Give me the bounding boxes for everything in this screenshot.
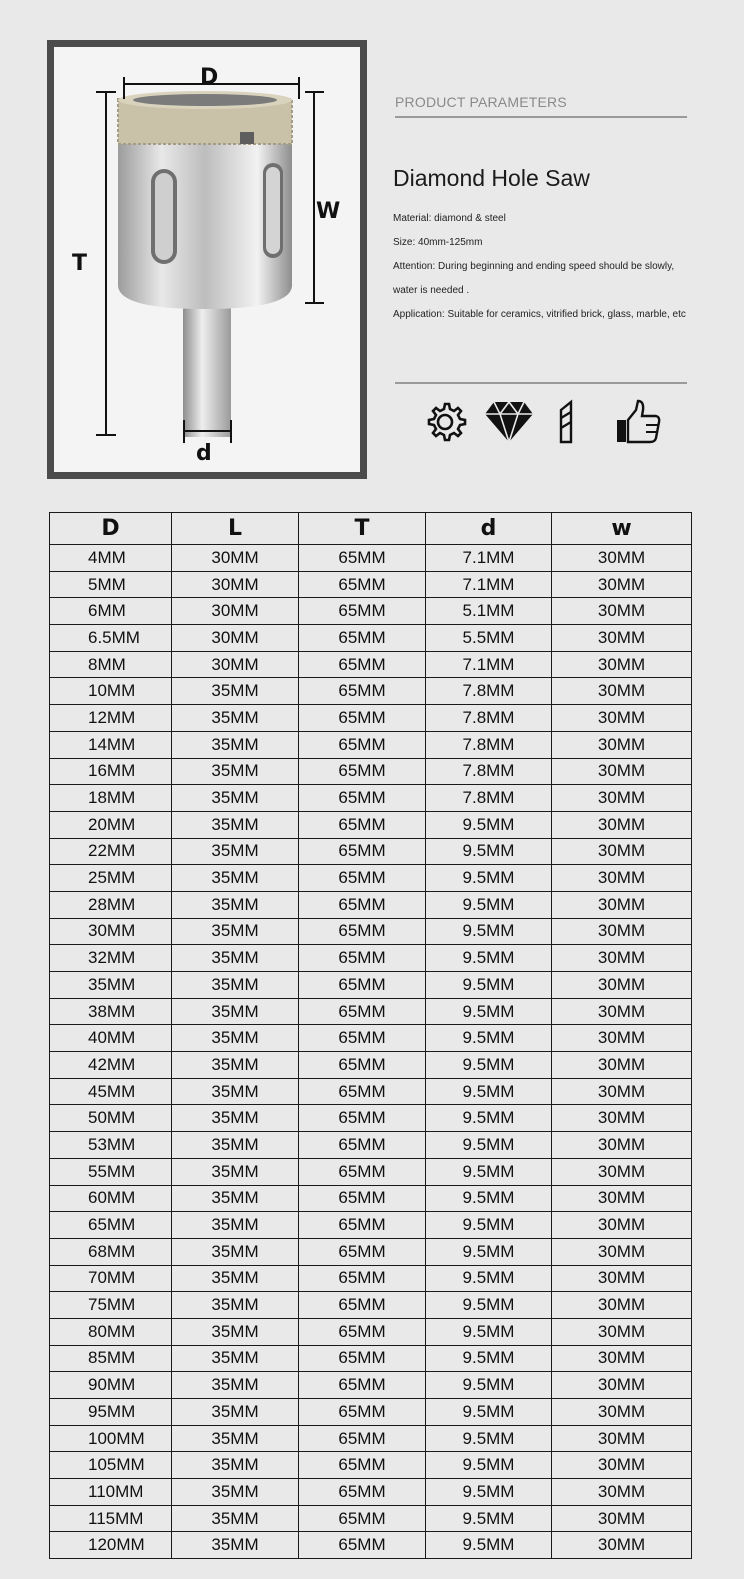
cell-L: 35MM [172,838,299,865]
cell-L: 35MM [172,1479,299,1506]
table-row [50,731,692,758]
cell-T: 65MM [299,1505,426,1532]
table-row [50,1345,692,1372]
cell-d: 9.5MM [426,838,552,865]
cell-L: 35MM [172,1532,299,1559]
cell-w: 30MM [552,1372,692,1399]
cell-L: 35MM [172,1345,299,1372]
cell-d: 9.5MM [426,1425,552,1452]
cell-d: 5.1MM [426,598,552,625]
cell-L: 35MM [172,1052,299,1079]
table-row [50,891,692,918]
cell-T: 65MM [299,1265,426,1292]
spec-attention: Attention: During beginning and ending speed should be slowly, [393,261,675,272]
spec-material: Material: diamond & steel [393,213,506,224]
cell-L: 35MM [172,891,299,918]
cell-T: 65MM [299,1238,426,1265]
cell-d: 7.8MM [426,758,552,785]
table-row [50,678,692,705]
cell-L: 35MM [172,1292,299,1319]
cell-D: 22MM [50,838,172,865]
cell-d: 7.1MM [426,571,552,598]
cell-d: 9.5MM [426,1185,552,1212]
cell-D: 18MM [50,785,172,812]
cell-w: 30MM [552,705,692,732]
cell-T: 65MM [299,1318,426,1345]
table-row [50,1078,692,1105]
table-row [50,945,692,972]
cell-d: 9.5MM [426,998,552,1025]
cell-d: 9.5MM [426,1532,552,1559]
cell-D: 115MM [50,1505,172,1532]
cell-D: 4MM [50,545,172,572]
table-row [50,1025,692,1052]
cell-w: 30MM [552,1105,692,1132]
cell-L: 35MM [172,998,299,1025]
cell-D: 28MM [50,891,172,918]
drill-bit-icon [555,398,579,446]
cell-D: 6MM [50,598,172,625]
cell-T: 65MM [299,1185,426,1212]
header-L: L [172,513,299,545]
cell-D: 120MM [50,1532,172,1559]
table-row [50,785,692,812]
cell-d: 9.5MM [426,1052,552,1079]
cell-T: 65MM [299,1078,426,1105]
cell-L: 35MM [172,705,299,732]
cell-T: 65MM [299,1052,426,1079]
cell-w: 30MM [552,1345,692,1372]
cell-D: 38MM [50,998,172,1025]
cell-w: 30MM [552,785,692,812]
cell-D: 53MM [50,1132,172,1159]
header-w: w [552,513,692,545]
cell-T: 65MM [299,598,426,625]
cell-d: 9.5MM [426,1345,552,1372]
cell-L: 35MM [172,1265,299,1292]
cell-L: 35MM [172,678,299,705]
cell-T: 65MM [299,945,426,972]
cell-w: 30MM [552,945,692,972]
cell-w: 30MM [552,891,692,918]
cell-L: 35MM [172,785,299,812]
cell-L: 35MM [172,1078,299,1105]
cell-T: 65MM [299,1425,426,1452]
cell-w: 30MM [552,1052,692,1079]
cell-D: 16MM [50,758,172,785]
table-row [50,1532,692,1559]
table-row [50,1372,692,1399]
cell-w: 30MM [552,918,692,945]
table-row [50,1132,692,1159]
dimension-label-W: W [316,199,341,224]
cell-D: 70MM [50,1265,172,1292]
table-row [50,998,692,1025]
cell-L: 35MM [172,1452,299,1479]
header-d: d [426,513,552,545]
cell-d: 7.1MM [426,651,552,678]
cell-w: 30MM [552,1265,692,1292]
table-row [50,1425,692,1452]
cell-T: 65MM [299,1212,426,1239]
dimension-label-D: D [200,65,219,90]
cell-D: 42MM [50,1052,172,1079]
cell-T: 65MM [299,811,426,838]
table-row [50,865,692,892]
table-row [50,598,692,625]
cell-d: 7.8MM [426,731,552,758]
table-row [50,1452,692,1479]
cell-d: 9.5MM [426,1318,552,1345]
table-row [50,1212,692,1239]
table-row [50,705,692,732]
cell-d: 9.5MM [426,1372,552,1399]
cell-D: 5MM [50,571,172,598]
table-row [50,1105,692,1132]
cell-T: 65MM [299,838,426,865]
cell-w: 30MM [552,811,692,838]
cell-w: 30MM [552,865,692,892]
cell-T: 65MM [299,1345,426,1372]
cell-T: 65MM [299,998,426,1025]
cell-T: 65MM [299,1372,426,1399]
table-row [50,1505,692,1532]
table-row [50,838,692,865]
cell-L: 30MM [172,571,299,598]
cell-d: 9.5MM [426,918,552,945]
table-row [50,651,692,678]
cell-w: 30MM [552,1425,692,1452]
cell-T: 65MM [299,1132,426,1159]
cell-w: 30MM [552,998,692,1025]
cell-w: 30MM [552,1505,692,1532]
cell-w: 30MM [552,1132,692,1159]
table-row [50,1479,692,1506]
cell-D: 20MM [50,811,172,838]
cell-d: 9.5MM [426,972,552,999]
cell-w: 30MM [552,545,692,572]
cell-T: 65MM [299,678,426,705]
cell-D: 45MM [50,1078,172,1105]
cell-D: 10MM [50,678,172,705]
cell-w: 30MM [552,1399,692,1426]
cell-w: 30MM [552,625,692,652]
cell-d: 7.1MM [426,545,552,572]
gear-icon [423,398,467,446]
cell-w: 30MM [552,1532,692,1559]
diamond-icon [484,398,534,444]
cell-L: 35MM [172,1238,299,1265]
table-row [50,1292,692,1319]
table-row [50,1318,692,1345]
cell-T: 65MM [299,891,426,918]
cell-d: 9.5MM [426,1212,552,1239]
cell-d: 9.5MM [426,1452,552,1479]
table-row [50,1238,692,1265]
cell-d: 9.5MM [426,1105,552,1132]
cell-T: 65MM [299,1025,426,1052]
cell-D: 80MM [50,1318,172,1345]
cell-L: 35MM [172,758,299,785]
cell-T: 65MM [299,785,426,812]
cell-L: 35MM [172,731,299,758]
table-row [50,571,692,598]
table-row [50,758,692,785]
cell-D: 32MM [50,945,172,972]
cell-T: 65MM [299,1532,426,1559]
cell-L: 35MM [172,811,299,838]
header-T: T [299,513,426,545]
cell-L: 35MM [172,918,299,945]
cell-D: 90MM [50,1372,172,1399]
cell-d: 9.5MM [426,1505,552,1532]
table-row [50,1399,692,1426]
cell-w: 30MM [552,838,692,865]
dimension-label-T: T [72,251,88,276]
cell-D: 95MM [50,1399,172,1426]
cell-T: 65MM [299,545,426,572]
cell-D: 75MM [50,1292,172,1319]
cell-D: 14MM [50,731,172,758]
cell-w: 30MM [552,758,692,785]
table-row [50,972,692,999]
table-row [50,811,692,838]
cell-L: 35MM [172,1105,299,1132]
table-row [50,1265,692,1292]
cell-T: 65MM [299,705,426,732]
cell-d: 9.5MM [426,1132,552,1159]
cell-w: 30MM [552,731,692,758]
cell-d: 9.5MM [426,1238,552,1265]
table-row [50,1052,692,1079]
section-header: PRODUCT PARAMETERS [395,94,687,118]
cell-L: 35MM [172,1025,299,1052]
thumbs-up-icon [614,398,662,446]
cell-w: 30MM [552,1292,692,1319]
cell-T: 65MM [299,651,426,678]
cell-w: 30MM [552,571,692,598]
cell-w: 30MM [552,1185,692,1212]
divider [395,382,687,384]
cell-D: 68MM [50,1238,172,1265]
cell-T: 65MM [299,1399,426,1426]
cell-d: 9.5MM [426,1078,552,1105]
spec-attention-cont: water is needed . [393,285,470,296]
cell-L: 35MM [172,1132,299,1159]
spec-table [49,512,692,1559]
cell-L: 30MM [172,545,299,572]
cell-D: 40MM [50,1025,172,1052]
table-row [50,1158,692,1185]
cell-D: 105MM [50,1452,172,1479]
cell-T: 65MM [299,972,426,999]
cell-D: 60MM [50,1185,172,1212]
cell-D: 65MM [50,1212,172,1239]
spec-application: Application: Suitable for ceramics, vitrified brick, glass, marble, etc [393,309,686,320]
cell-L: 35MM [172,1425,299,1452]
cell-w: 30MM [552,972,692,999]
cell-L: 35MM [172,1185,299,1212]
cell-d: 7.8MM [426,678,552,705]
cell-T: 65MM [299,918,426,945]
cell-D: 35MM [50,972,172,999]
cell-L: 35MM [172,1505,299,1532]
cell-d: 9.5MM [426,1292,552,1319]
cell-d: 9.5MM [426,811,552,838]
cell-w: 30MM [552,1078,692,1105]
cell-D: 55MM [50,1158,172,1185]
product-title: Diamond Hole Saw [393,165,590,191]
cell-w: 30MM [552,1452,692,1479]
header-D: D [50,513,172,545]
cell-T: 65MM [299,758,426,785]
cell-T: 65MM [299,1479,426,1506]
cell-L: 35MM [172,1372,299,1399]
hole-saw-illustration [54,47,360,472]
cell-w: 30MM [552,1212,692,1239]
cell-T: 65MM [299,571,426,598]
cell-D: 30MM [50,918,172,945]
cell-D: 85MM [50,1345,172,1372]
cell-w: 30MM [552,1158,692,1185]
cell-w: 30MM [552,1479,692,1506]
cell-L: 30MM [172,651,299,678]
cell-L: 35MM [172,1318,299,1345]
cell-d: 7.8MM [426,785,552,812]
product-image-frame [47,40,367,479]
cell-w: 30MM [552,678,692,705]
table-row [50,545,692,572]
cell-d: 9.5MM [426,1479,552,1506]
cell-d: 9.5MM [426,865,552,892]
cell-w: 30MM [552,1238,692,1265]
cell-T: 65MM [299,1452,426,1479]
table-header-row [50,513,692,545]
cell-L: 35MM [172,865,299,892]
cell-D: 12MM [50,705,172,732]
table-row [50,625,692,652]
cell-D: 8MM [50,651,172,678]
cell-d: 9.5MM [426,1025,552,1052]
cell-d: 9.5MM [426,1158,552,1185]
cell-T: 65MM [299,625,426,652]
cell-D: 110MM [50,1479,172,1506]
cell-d: 5.5MM [426,625,552,652]
cell-L: 30MM [172,598,299,625]
cell-d: 9.5MM [426,891,552,918]
cell-T: 65MM [299,865,426,892]
cell-L: 35MM [172,945,299,972]
cell-L: 35MM [172,1158,299,1185]
cell-T: 65MM [299,1158,426,1185]
cell-L: 35MM [172,1212,299,1239]
cell-d: 7.8MM [426,705,552,732]
cell-d: 9.5MM [426,1265,552,1292]
cell-w: 30MM [552,651,692,678]
cell-D: 100MM [50,1425,172,1452]
cell-D: 6.5MM [50,625,172,652]
cell-T: 65MM [299,1105,426,1132]
cell-T: 65MM [299,731,426,758]
cell-L: 35MM [172,1399,299,1426]
cell-T: 65MM [299,1292,426,1319]
cell-D: 50MM [50,1105,172,1132]
cell-L: 30MM [172,625,299,652]
cell-d: 9.5MM [426,945,552,972]
cell-L: 35MM [172,972,299,999]
table-row [50,918,692,945]
spec-size: Size: 40mm-125mm [393,237,483,248]
table-row [50,1185,692,1212]
cell-w: 30MM [552,598,692,625]
dimension-label-d: d [196,441,212,466]
cell-w: 30MM [552,1318,692,1345]
cell-d: 9.5MM [426,1399,552,1426]
cell-D: 25MM [50,865,172,892]
cell-w: 30MM [552,1025,692,1052]
